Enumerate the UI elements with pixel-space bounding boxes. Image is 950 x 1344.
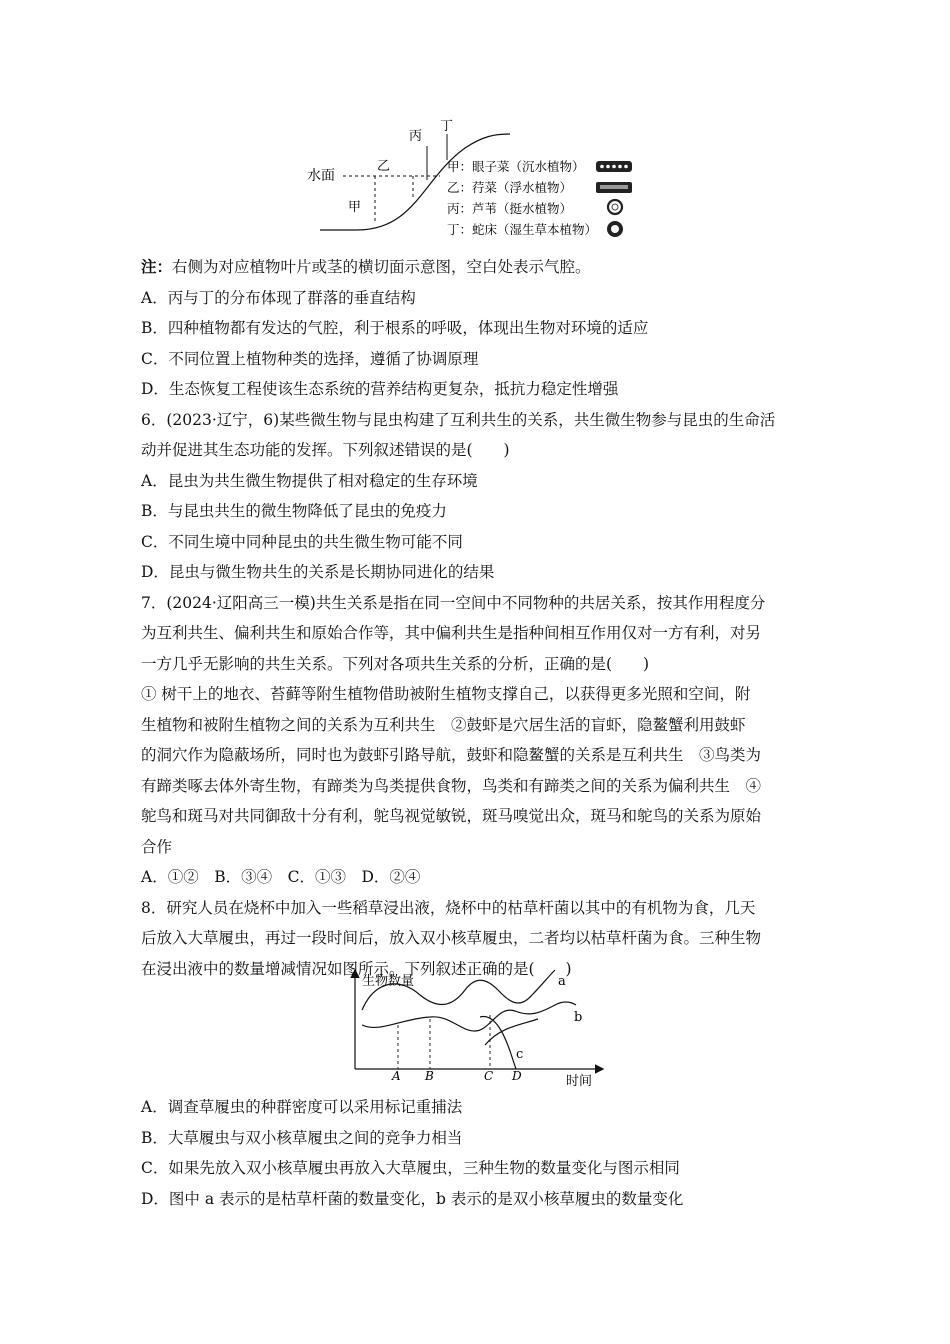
q6-option-c: C．不同生境中同种昆虫的共生微生物可能不同 xyxy=(141,532,463,551)
q5-option-a: A．丙与丁的分布体现了群落的垂直结构 xyxy=(141,288,416,307)
marker-jia: 甲 xyxy=(348,200,362,215)
legend-ding: 丁：蛇床（湿生草本植物） xyxy=(447,222,598,237)
q8-option-a: A．调查草履虫的种群密度可以采用标记重捕法 xyxy=(141,1098,463,1116)
q5-option-c: C．不同位置上植物种类的选择，遵循了协调原理 xyxy=(141,349,479,368)
x-tick-a: A xyxy=(392,1069,401,1083)
series-a-label: a xyxy=(558,974,566,989)
q8-option-c: C．如果先放入双小核草履虫再放入大草履虫，三种生物的数量变化与图示相同 xyxy=(141,1159,680,1177)
q8-line3: 在浸出液中的数量增减情况如图所示。下列叙述正确的是( ) xyxy=(141,959,572,978)
questions-block xyxy=(141,252,821,984)
q8-line1: 8．研究人员在烧杯中加入一些稻草浸出液，烧杯中的枯草杆菌以其中的有机物为食，几天 xyxy=(141,898,756,917)
legend-bing: 丙：芦苇（挺水植物） xyxy=(447,201,573,216)
x-tick-c: C xyxy=(484,1069,494,1083)
q7-line6: 的洞穴作为隐蔽场所，同时也为鼓虾引路导航，鼓虾和隐鳌蟹的关系是互利共生 ③鸟类为 xyxy=(141,746,762,764)
marker-bing: 丙 xyxy=(409,129,423,144)
q7-line3: 一方几乎无影响的共生关系。下列对各项共生关系的分析，正确的是( ) xyxy=(141,654,650,673)
series-b-label: b xyxy=(574,1010,583,1025)
q6-option-a: A．昆虫为共生微生物提供了相对稳定的生存环境 xyxy=(141,471,478,490)
q6-stem-line2: 动并促进其生态功能的发挥。下列叙述错误的是( ) xyxy=(141,441,510,459)
q7-line4: ① 树干上的地衣、苔藓等附生植物借助被附生植物支撑自己，以获得更多光照和空间，附 xyxy=(141,685,751,703)
q8-options-block xyxy=(141,1092,821,1214)
population-chart xyxy=(340,965,610,1089)
legend-jia: 甲：眼子菜（沉水植物） xyxy=(447,159,585,174)
water-label: 水面 xyxy=(307,168,335,184)
note-text: 右侧为对应植物叶片或茎的横切面示意图，空白处表示气腔。 xyxy=(172,258,591,276)
yi-cross-section-icon xyxy=(596,182,632,193)
bing-cross-section-icon xyxy=(608,200,622,214)
q6-option-b: B．与昆虫共生的微生物降低了昆虫的免疫力 xyxy=(141,502,447,520)
jia-cross-section-icon xyxy=(596,161,632,172)
q7-line5: 生植物和被附生植物之间的关系为互利共生 ②鼓虾是穴居生活的盲虾，隐鳌蟹利用鼓虾 xyxy=(141,715,746,734)
series-c-line xyxy=(480,1017,516,1069)
q7-line7: 有蹄类啄去体外寄生物，有蹄类为鸟类提供食物，鸟类和有蹄类之间的关系为偏利共生 ④ xyxy=(141,776,762,795)
series-b-tail xyxy=(485,1019,538,1045)
q7-line8: 鸵鸟和斑马对共同御敌十分有利，鸵鸟视觉敏锐，斑马嗅觉出众，斑马和鸵鸟的关系为原始 xyxy=(141,807,762,825)
q5-option-d: D．生态恢复工程使该生态系统的营养结构更复杂，抵抗力稳定性增强 xyxy=(141,380,619,398)
ding-cross-section-icon xyxy=(607,221,623,237)
note-label: 注： xyxy=(141,257,173,276)
y-axis-label: 生物数量 xyxy=(362,974,415,989)
q7-line2: 为互利共生、偏利共生和原始合作等，其中偏利共生是指种间相互作用仅对一方有利，对另 xyxy=(141,624,762,642)
q8-option-b: B．大草履虫与双小核草履虫之间的竞争力相当 xyxy=(141,1128,463,1147)
series-b-line xyxy=(362,1002,576,1031)
q7-line9: 合作 xyxy=(141,837,173,856)
q6-stem-line1: 6．(2023·辽宁，6)某些微生物与昆虫构建了互利共生的关系，共生微生物参与昆虫的生命活 xyxy=(141,410,776,429)
q7-options: A．①② B．③④ C．①③ D．②④ xyxy=(141,868,421,886)
x-tick-b: B xyxy=(425,1069,434,1083)
x-axis-label: 时间 xyxy=(566,1074,593,1089)
q8-option-d: D．图中 a 表示的是枯草杆菌的数量变化，b 表示的是双小核草履虫的数量变化 xyxy=(141,1189,684,1208)
q6-option-d: D．昆虫与微生物共生的关系是长期协同进化的结果 xyxy=(141,563,495,581)
q7-line1: 7．(2024·辽阳高三一模)共生关系是指在同一空间中不同物种的共居关系，按其作用程度分 xyxy=(141,593,766,612)
q8-line2: 后放入大草履虫，再过一段时间后，放入双小核草履虫，二者均以枯草杆菌为食。三种生物 xyxy=(141,929,762,947)
marker-yi: 乙 xyxy=(377,159,391,174)
note xyxy=(141,252,821,283)
q5-option-b: B．四种植物都有发达的气腔，利于根系的呼吸，体现出生物对环境的适应 xyxy=(141,319,649,337)
series-c-label: c xyxy=(516,1047,524,1062)
x-tick-d: D xyxy=(512,1069,522,1083)
marker-ding: 丁 xyxy=(440,119,454,134)
legend-yi: 乙：荇菜（浮水植物） xyxy=(447,180,573,195)
pond-diagram xyxy=(305,118,645,246)
